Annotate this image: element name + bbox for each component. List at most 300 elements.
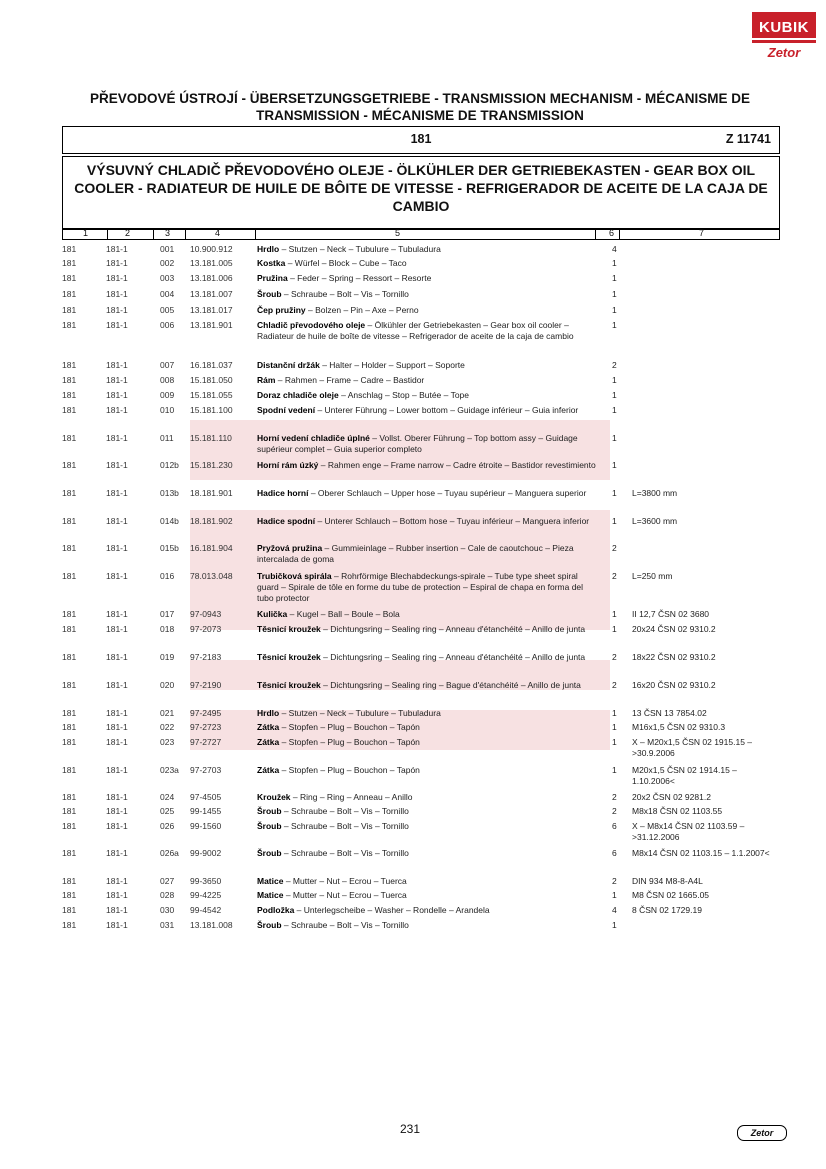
part-number: 78.013.048 xyxy=(190,571,233,581)
group-description-box xyxy=(62,156,780,230)
position-number: 023 xyxy=(160,737,175,747)
part-name-cz: Spodní vedení xyxy=(257,405,316,415)
position-number: 005 xyxy=(160,305,175,315)
ref-subgroup: 181-1 xyxy=(106,609,128,619)
logo-stripe xyxy=(752,40,816,43)
ref-subgroup: 181-1 xyxy=(106,821,128,831)
part-name-cz: Těsnicí kroužek xyxy=(257,652,321,662)
quantity: 2 xyxy=(612,806,617,816)
quantity: 1 xyxy=(612,433,617,443)
col-header-1: 1 xyxy=(83,228,89,238)
ref-subgroup: 181-1 xyxy=(106,848,128,858)
quantity: 2 xyxy=(612,680,617,690)
quantity: 2 xyxy=(612,652,617,662)
part-description xyxy=(257,320,597,342)
part-name-cz: Kulička xyxy=(257,609,288,619)
part-number: 15.181.100 xyxy=(190,405,233,415)
zetor-logo-text: Zetor xyxy=(767,45,801,60)
part-name-cz: Šroub xyxy=(257,289,282,299)
part-name-translations: – Würfel – Block – Cube – Taco xyxy=(285,258,407,268)
part-name-translations: – Vollst. Oberer Führung – Top bottom assy – Guidage supérieur complet – Guia superior completo xyxy=(257,433,578,454)
part-name-translations: – Rahmen – Frame – Cadre – Bastidor xyxy=(275,375,425,385)
part-name-cz: Pružina xyxy=(257,273,288,283)
position-number: 008 xyxy=(160,375,175,385)
part-name-translations: – Schraube – Bolt – Vis – Tornillo xyxy=(281,920,409,930)
part-number: 99-4542 xyxy=(190,905,222,915)
kubik-logo-text: KUBIK xyxy=(752,12,816,38)
ref-group: 181 xyxy=(62,609,77,619)
part-name-cz: Šroub xyxy=(257,848,282,858)
col-header-2: 2 xyxy=(125,228,131,238)
col-divider xyxy=(595,229,596,239)
ref-subgroup: 181-1 xyxy=(106,905,128,915)
ref-group: 181 xyxy=(62,289,77,299)
part-description xyxy=(257,680,597,691)
ref-group: 181 xyxy=(62,375,77,385)
part-description xyxy=(257,806,597,817)
part-number: 16.181.037 xyxy=(190,360,233,370)
ref-subgroup: 181-1 xyxy=(106,390,128,400)
quantity: 1 xyxy=(612,624,617,634)
part-name-cz: Hrdlo xyxy=(257,244,280,254)
part-name-translations: – Stopfen – Plug – Bouchon – Tapón xyxy=(279,737,420,747)
note: 16x20 ČSN 02 9310.2 xyxy=(632,680,716,690)
part-description xyxy=(257,460,597,471)
position-number: 014b xyxy=(160,516,179,526)
note: L=250 mm xyxy=(632,571,673,581)
part-description xyxy=(257,624,597,635)
part-description xyxy=(257,905,597,916)
quantity: 1 xyxy=(612,920,617,930)
quantity: 1 xyxy=(612,273,617,283)
ref-subgroup: 181-1 xyxy=(106,433,128,443)
note: 8 ČSN 02 1729.19 xyxy=(632,905,702,915)
part-number: 99-1560 xyxy=(190,821,222,831)
note: M16x1,5 ČSN 02 9310.3 xyxy=(632,722,726,732)
ref-subgroup: 181-1 xyxy=(106,543,128,553)
quantity: 2 xyxy=(612,792,617,802)
ref-group: 181 xyxy=(62,360,77,370)
part-number: 18.181.902 xyxy=(190,516,233,526)
part-description xyxy=(257,722,597,733)
part-name-translations: – Schraube – Bolt – Vis – Tornillo xyxy=(281,289,409,299)
quantity: 1 xyxy=(612,289,617,299)
part-name-cz: Hrdlo xyxy=(257,708,280,718)
ref-group: 181 xyxy=(62,737,77,747)
part-name-translations: – Stutzen – Neck – Tubulure – Tubuladura xyxy=(279,708,441,718)
position-number: 010 xyxy=(160,405,175,415)
part-description xyxy=(257,920,597,931)
ref-group: 181 xyxy=(62,765,77,775)
part-name-cz: Horní vedení chladiče úplné xyxy=(257,433,370,443)
part-description xyxy=(257,433,597,455)
part-name-cz: Těsnicí kroužek xyxy=(257,624,321,634)
col-header-6: 6 xyxy=(609,228,615,238)
ref-subgroup: 181-1 xyxy=(106,460,128,470)
part-number: 15.181.055 xyxy=(190,390,233,400)
position-number: 022 xyxy=(160,722,175,732)
part-description xyxy=(257,765,597,776)
position-number: 030 xyxy=(160,905,175,915)
part-name-translations: – Rahmen enge – Frame narrow – Cadre étroite – Bastidor revestimiento xyxy=(318,460,596,470)
page-number: 231 xyxy=(400,1122,421,1136)
ref-group: 181 xyxy=(62,244,77,254)
part-name-cz: Zátka xyxy=(257,737,280,747)
col-divider xyxy=(185,229,186,239)
part-description xyxy=(257,737,597,748)
ref-group: 181 xyxy=(62,624,77,634)
quantity: 1 xyxy=(612,460,617,470)
part-number: 15.181.050 xyxy=(190,375,233,385)
part-description xyxy=(257,848,597,859)
part-name-cz: Matice xyxy=(257,890,284,900)
part-number: 18.181.901 xyxy=(190,488,233,498)
quantity: 2 xyxy=(612,543,617,553)
quantity: 2 xyxy=(612,571,617,581)
note: M8 ČSN 02 1665.05 xyxy=(632,890,710,900)
part-name-cz: Čep pružiny xyxy=(257,305,306,315)
position-number: 015b xyxy=(160,543,179,553)
note: L=3800 mm xyxy=(632,488,678,498)
part-number: 13.181.008 xyxy=(190,920,233,930)
position-number: 020 xyxy=(160,680,175,690)
note: II 12,7 ČSN 02 3680 xyxy=(632,609,710,619)
part-name-cz: Podložka xyxy=(257,905,295,915)
ref-group: 181 xyxy=(62,488,77,498)
ref-group: 181 xyxy=(62,273,77,283)
part-number: 15.181.230 xyxy=(190,460,233,470)
ref-subgroup: 181-1 xyxy=(106,890,128,900)
col-divider xyxy=(255,229,256,239)
part-description xyxy=(257,708,597,719)
ref-group: 181 xyxy=(62,848,77,858)
ref-group: 181 xyxy=(62,890,77,900)
part-name-translations: – Unterlegscheibe – Washer – Rondelle – Arandela xyxy=(294,905,490,915)
part-name-translations: – Bolzen – Pin – Axe – Perno xyxy=(305,305,419,315)
position-number: 026a xyxy=(160,848,179,858)
quantity: 1 xyxy=(612,765,617,775)
part-name-translations: – Unterer Schlauch – Bottom hose – Tuyau inférieur – Manguera inferior xyxy=(315,516,590,526)
part-name-translations: – Schraube – Bolt – Vis – Tornillo xyxy=(281,821,409,831)
part-number: 97-2073 xyxy=(190,624,222,634)
ref-subgroup: 181-1 xyxy=(106,876,128,886)
quantity: 1 xyxy=(612,405,617,415)
col-divider xyxy=(153,229,154,239)
position-number: 004 xyxy=(160,289,175,299)
part-description xyxy=(257,305,597,316)
position-number: 016 xyxy=(160,571,175,581)
part-description xyxy=(257,876,597,887)
ref-subgroup: 181-1 xyxy=(106,722,128,732)
ref-subgroup: 181-1 xyxy=(106,488,128,498)
note: X – M20x1,5 ČSN 02 1915.15 – >30.9.2006 xyxy=(632,737,753,758)
part-number: 97-2703 xyxy=(190,765,222,775)
note: 18x22 ČSN 02 9310.2 xyxy=(632,652,716,662)
ref-group: 181 xyxy=(62,571,77,581)
position-number: 006 xyxy=(160,320,175,330)
quantity: 1 xyxy=(612,258,617,268)
ref-subgroup: 181-1 xyxy=(106,571,128,581)
part-name-translations: – Ölkühler der Getriebekasten – Gear box oil cooler – Radiateur de huile de boîte de vitesse – Refrigerador de aceite de la caja de cambio xyxy=(257,320,574,341)
part-number: 16.181.904 xyxy=(190,543,233,553)
part-number: 97-4505 xyxy=(190,792,222,802)
quantity: 1 xyxy=(612,708,617,718)
part-number: 97-2190 xyxy=(190,680,222,690)
note: M8x14 ČSN 02 1103.15 – 1.1.2007< xyxy=(632,848,770,858)
ref-subgroup: 181-1 xyxy=(106,737,128,747)
part-name-translations: – Anschlag – Stop – Butée – Tope xyxy=(338,390,470,400)
part-description xyxy=(257,792,597,803)
ref-group: 181 xyxy=(62,821,77,831)
part-name-translations: – Unterer Führung – Lower bottom – Guidage inférieur – Guia inferior xyxy=(315,405,579,415)
part-name-translations: – Dichtungsring – Sealing ring – Anneau d'étanchéité – Anillo de junta xyxy=(320,652,586,662)
ref-group: 181 xyxy=(62,405,77,415)
part-number: 13.181.005 xyxy=(190,258,233,268)
quantity: 1 xyxy=(612,737,617,747)
ref-group: 181 xyxy=(62,390,77,400)
part-description xyxy=(257,516,597,527)
note: 20x24 ČSN 02 9310.2 xyxy=(632,624,716,634)
part-number: 13.181.007 xyxy=(190,289,233,299)
part-name-cz: Horní rám úzký xyxy=(257,460,319,470)
position-number: 019 xyxy=(160,652,175,662)
part-description xyxy=(257,289,597,300)
ref-group: 181 xyxy=(62,905,77,915)
part-description xyxy=(257,543,597,565)
part-name-translations: – Mutter – Nut – Ecrou – Tuerca xyxy=(283,876,407,886)
part-name-translations: – Gummieinlage – Rubber insertion – Cale de caoutchouc – Pieza intercalada de goma xyxy=(257,543,574,564)
ref-subgroup: 181-1 xyxy=(106,273,128,283)
ref-group: 181 xyxy=(62,320,77,330)
part-name-translations: – Oberer Schlauch – Upper hose – Tuyau supérieur – Manguera superior xyxy=(308,488,587,498)
position-number: 023a xyxy=(160,765,179,775)
part-number: 13.181.901 xyxy=(190,320,233,330)
note: DIN 934 M8-8-A4L xyxy=(632,876,703,886)
ref-subgroup: 181-1 xyxy=(106,375,128,385)
part-description xyxy=(257,244,597,255)
quantity: 4 xyxy=(612,244,617,254)
part-name-translations: – Stopfen – Plug – Bouchon – Tapón xyxy=(279,722,420,732)
quantity: 1 xyxy=(612,722,617,732)
quantity: 1 xyxy=(612,488,617,498)
position-number: 001 xyxy=(160,244,175,254)
ref-subgroup: 181-1 xyxy=(106,792,128,802)
part-number: 13.181.006 xyxy=(190,273,233,283)
footer-zetor-logo: Zetor xyxy=(737,1125,787,1141)
part-description xyxy=(257,390,597,401)
part-name-cz: Šroub xyxy=(257,920,282,930)
position-number: 024 xyxy=(160,792,175,802)
part-name-cz: Kroužek xyxy=(257,792,291,802)
part-number: 97-2727 xyxy=(190,737,222,747)
col-header-5: 5 xyxy=(395,228,401,238)
ref-subgroup: 181-1 xyxy=(106,305,128,315)
part-number: 15.181.110 xyxy=(190,433,232,443)
col-divider xyxy=(107,229,108,239)
part-description xyxy=(257,652,597,663)
part-name-translations: – Schraube – Bolt – Vis – Tornillo xyxy=(281,848,409,858)
part-name-cz: Těsnicí kroužek xyxy=(257,680,321,690)
part-number: 97-2183 xyxy=(190,652,222,662)
col-divider xyxy=(619,229,620,239)
group-description: VÝSUVNÝ CHLADIČ PŘEVODOVÉHO OLEJE - ÖLKÜHLER DER GETRIEBEKASTEN - GEAR BOX OIL COOLER - RADIATEUR DE HUILE DE BÔITE DE VITESSE - REFRIGERADOR DE ACEITE DE LA CAJA DE CAMBIO xyxy=(74,162,768,214)
position-number: 007 xyxy=(160,360,175,370)
ref-subgroup: 181-1 xyxy=(106,806,128,816)
position-number: 026 xyxy=(160,821,175,831)
quantity: 1 xyxy=(612,305,617,315)
part-description xyxy=(257,571,597,604)
group-header-box xyxy=(62,126,780,154)
ref-group: 181 xyxy=(62,722,77,732)
part-description xyxy=(257,405,597,416)
ref-group: 181 xyxy=(62,876,77,886)
part-description xyxy=(257,890,597,901)
note: 13 ČSN 13 7854.02 xyxy=(632,708,707,718)
page-title: PŘEVODOVÉ ÚSTROJÍ - ÜBERSETZUNGSGETRIEBE - TRANSMISSION MECHANISM - MÉCANISME DE TRANSMISSION - MÉCANISME DE TRANSMISSION xyxy=(89,91,751,123)
ref-subgroup: 181-1 xyxy=(106,652,128,662)
part-name-cz: Šroub xyxy=(257,806,282,816)
ref-subgroup: 181-1 xyxy=(106,920,128,930)
part-name-translations: – Feder – Spring – Ressort – Resorte xyxy=(287,273,432,283)
ref-group: 181 xyxy=(62,543,77,553)
position-number: 013b xyxy=(160,488,179,498)
ref-subgroup: 181-1 xyxy=(106,516,128,526)
part-description xyxy=(257,609,597,620)
quantity: 4 xyxy=(612,905,617,915)
ref-subgroup: 181-1 xyxy=(106,258,128,268)
note: L=3600 mm xyxy=(632,516,678,526)
ref-subgroup: 181-1 xyxy=(106,360,128,370)
position-number: 003 xyxy=(160,273,175,283)
part-name-translations: – Kugel – Ball – Boule – Bola xyxy=(287,609,400,619)
part-name-cz: Zátka xyxy=(257,722,280,732)
quantity: 1 xyxy=(612,890,617,900)
part-name-cz: Doraz chladiče oleje xyxy=(257,390,339,400)
part-description xyxy=(257,488,597,499)
part-description xyxy=(257,360,597,371)
part-name-translations: – Dichtungsring – Sealing ring – Bague d'étanchéité – Anillo de junta xyxy=(320,680,581,690)
position-number: 009 xyxy=(160,390,175,400)
position-number: 031 xyxy=(160,920,175,930)
position-number: 002 xyxy=(160,258,175,268)
part-name-translations: – Schraube – Bolt – Vis – Tornillo xyxy=(281,806,409,816)
part-name-cz: Matice xyxy=(257,876,284,886)
part-name-cz: Trubičková spirála xyxy=(257,571,332,581)
col-header-3: 3 xyxy=(165,228,171,238)
quantity: 6 xyxy=(612,848,617,858)
ref-group: 181 xyxy=(62,680,77,690)
ref-group: 181 xyxy=(62,708,77,718)
position-number: 021 xyxy=(160,708,175,718)
col-header-7: 7 xyxy=(699,228,705,238)
part-number: 99-9002 xyxy=(190,848,222,858)
ref-group: 181 xyxy=(62,652,77,662)
quantity: 2 xyxy=(612,360,617,370)
part-name-cz: Chladič převodového oleje xyxy=(257,320,366,330)
note: M8x18 ČSN 02 1103.55 xyxy=(632,806,723,816)
ref-subgroup: 181-1 xyxy=(106,624,128,634)
note: M20x1,5 ČSN 02 1914.15 – 1.10.2006< xyxy=(632,765,737,786)
ref-subgroup: 181-1 xyxy=(106,765,128,775)
position-number: 012b xyxy=(160,460,179,470)
ref-group: 181 xyxy=(62,460,77,470)
part-number: 99-1455 xyxy=(190,806,222,816)
part-description xyxy=(257,273,597,284)
quantity: 6 xyxy=(612,821,617,831)
part-name-translations: – Dichtungsring – Sealing ring – Anneau d'étanchéité – Anillo de junta xyxy=(320,624,586,634)
part-name-translations: – Halter – Holder – Support – Soporte xyxy=(319,360,465,370)
part-name-cz: Distanční držák xyxy=(257,360,320,370)
part-name-cz: Hadice horní xyxy=(257,488,309,498)
quantity: 1 xyxy=(612,609,617,619)
position-number: 025 xyxy=(160,806,175,816)
part-name-translations: – Ring – Ring – Anneau – Anillo xyxy=(290,792,413,802)
position-number: 028 xyxy=(160,890,175,900)
kubik-zetor-logo xyxy=(752,12,816,68)
column-header-row xyxy=(62,228,780,240)
note: 20x2 ČSN 02 9281.2 xyxy=(632,792,711,802)
position-number: 018 xyxy=(160,624,175,634)
part-number: 10.900.912 xyxy=(190,244,233,254)
position-number: 011 xyxy=(160,433,174,443)
ref-group: 181 xyxy=(62,920,77,930)
part-name-cz: Rám xyxy=(257,375,276,385)
part-name-cz: Hadice spodní xyxy=(257,516,316,526)
part-name-translations: – Stutzen – Neck – Tubulure – Tubuladura xyxy=(279,244,441,254)
col-header-4: 4 xyxy=(215,228,221,238)
ref-group: 181 xyxy=(62,516,77,526)
part-name-translations: – Mutter – Nut – Ecrou – Tuerca xyxy=(283,890,407,900)
ref-subgroup: 181-1 xyxy=(106,244,128,254)
part-description xyxy=(257,821,597,832)
quantity: 1 xyxy=(612,516,617,526)
part-name-translations: – Rohrförmige Blechabdeckungs-spirale – Tube type sheet spiral guard – Spirale de tôle en forme du tube de protection – Espiral de chapa en forma del tubo protector xyxy=(257,571,584,603)
ref-group: 181 xyxy=(62,806,77,816)
ref-group: 181 xyxy=(62,305,77,315)
part-number: 97-0943 xyxy=(190,609,222,619)
part-name-cz: Pryžová pružina xyxy=(257,543,323,553)
quantity: 1 xyxy=(612,320,617,330)
quantity: 1 xyxy=(612,390,617,400)
ref-subgroup: 181-1 xyxy=(106,320,128,330)
part-number: 97-2723 xyxy=(190,722,222,732)
quantity: 2 xyxy=(612,876,617,886)
part-number: 97-2495 xyxy=(190,708,222,718)
part-name-cz: Zátka xyxy=(257,765,280,775)
part-description xyxy=(257,375,597,386)
quantity: 1 xyxy=(612,375,617,385)
part-name-translations: – Stopfen – Plug – Bouchon – Tapón xyxy=(279,765,420,775)
part-name-cz: Šroub xyxy=(257,821,282,831)
part-name-cz: Kostka xyxy=(257,258,286,268)
part-number: 99-3650 xyxy=(190,876,222,886)
group-reference: Z 11741 xyxy=(725,132,771,146)
part-number: 99-4225 xyxy=(190,890,222,900)
part-description xyxy=(257,258,597,269)
part-number: 13.181.017 xyxy=(190,305,233,315)
ref-group: 181 xyxy=(62,433,77,443)
ref-subgroup: 181-1 xyxy=(106,289,128,299)
ref-subgroup: 181-1 xyxy=(106,680,128,690)
group-number: 181 xyxy=(410,132,432,146)
position-number: 017 xyxy=(160,609,175,619)
note: X – M8x14 ČSN 02 1103.59 – >31.12.2006 xyxy=(632,821,745,842)
ref-group: 181 xyxy=(62,258,77,268)
ref-subgroup: 181-1 xyxy=(106,708,128,718)
ref-group: 181 xyxy=(62,792,77,802)
position-number: 027 xyxy=(160,876,175,886)
ref-subgroup: 181-1 xyxy=(106,405,128,415)
